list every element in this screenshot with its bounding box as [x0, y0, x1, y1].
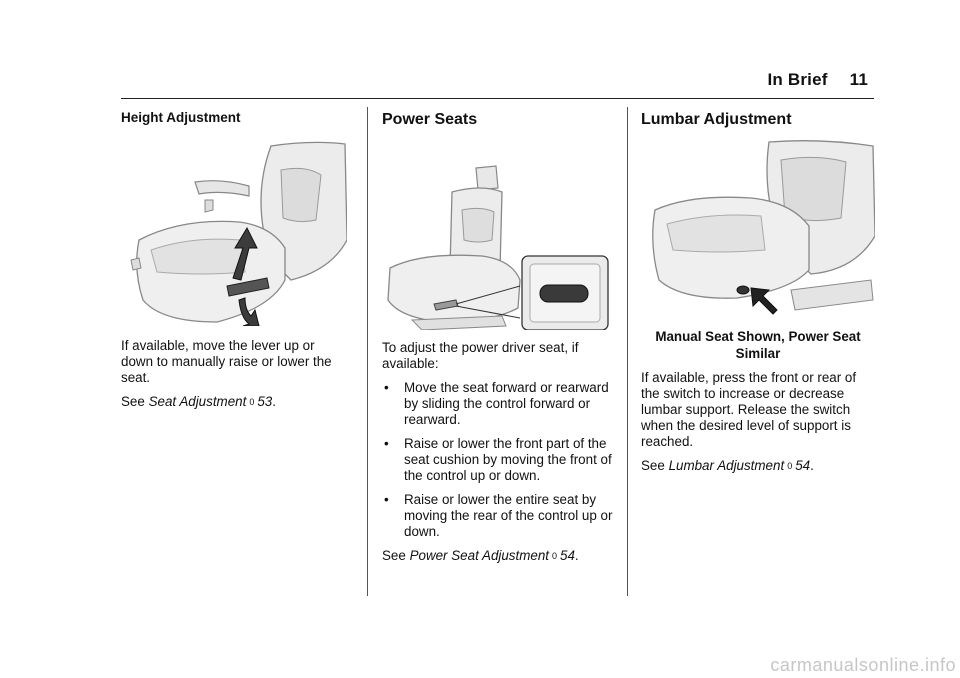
see-prefix: See [382, 548, 406, 563]
xref-icon: 0 [787, 461, 793, 471]
power-seats-illustration [382, 140, 614, 330]
lumbar-adjustment-body: If available, press the front or rear of the switch to increase or decrease lumbar support. Release the switch when the desired level of support is reached. [641, 370, 857, 449]
header-rule [121, 98, 874, 99]
see-prefix: See [121, 394, 145, 409]
watermark: carmanualsonline.info [770, 655, 956, 675]
power-seats-bullets [382, 380, 614, 540]
lumbar-adjustment-link[interactable]: Lumbar Adjustment 0 54. [668, 458, 814, 473]
column-divider-2 [627, 107, 628, 596]
list-item: • Raise or lower the entire seat by moving the rear of the control up or down. [382, 492, 614, 540]
section-title: In Brief [767, 70, 828, 89]
column-height-adjustment [121, 110, 347, 418]
column-power-seats [382, 110, 614, 572]
height-adjustment-illustration [121, 140, 347, 326]
seat-adjustment-link[interactable]: Seat Adjustment 0 53. [148, 394, 276, 409]
power-seats-intro: To adjust the power driver seat, if available: [382, 340, 579, 371]
page-number: 11 [849, 70, 868, 89]
xref-icon: 0 [249, 397, 255, 407]
column-lumbar-adjustment [641, 110, 875, 482]
see-prefix: See [641, 458, 665, 473]
list-item: • Move the seat forward or rearward by sliding the control forward or rearward. [382, 380, 614, 428]
lumbar-adjustment-heading: Lumbar Adjustment [641, 111, 792, 128]
lumbar-adjustment-illustration [641, 140, 875, 320]
page-header [767, 70, 868, 90]
height-adjustment-body: If available, move the lever up or down to manually raise or lower the seat. [121, 338, 332, 385]
power-seats-heading: Power Seats [382, 111, 478, 128]
lumbar-adjustment-see [641, 458, 875, 474]
power-seats-see [382, 548, 614, 564]
list-item: • Raise or lower the front part of the seat cushion by moving the front of the control up or down. [382, 436, 614, 484]
xref-icon: 0 [552, 551, 558, 561]
power-seat-adjustment-link[interactable]: Power Seat Adjustment 0 54. [409, 548, 579, 563]
lumbar-illustration-caption: Manual Seat Shown, Power Seat Similar [655, 329, 861, 361]
height-adjustment-see [121, 394, 347, 410]
height-adjustment-heading: Height Adjustment [121, 110, 241, 125]
column-divider-1 [367, 107, 368, 596]
